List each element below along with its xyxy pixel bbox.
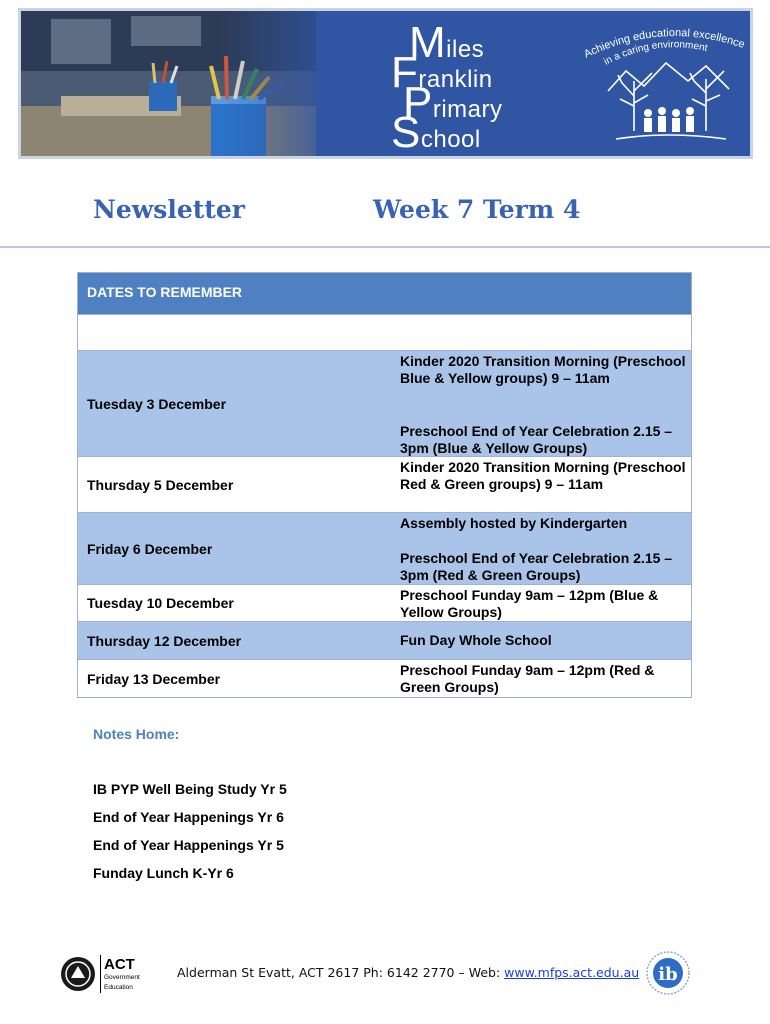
notes-home-list — [93, 781, 287, 893]
event-cell: Assembly hosted by Kindergarten — [400, 515, 628, 531]
date-cell: Thursday 12 December — [87, 632, 242, 649]
table-row — [78, 513, 691, 585]
date-cell: Thursday 5 December — [87, 476, 234, 493]
svg-text:Education: Education — [104, 984, 133, 991]
table-header: DATES TO REMEMBER — [78, 273, 691, 315]
event-cell: Kinder 2020 Transition Morning (Preschool Blue & Yellow groups) 9 – 11am — [400, 353, 686, 386]
ib-world-school-logo — [641, 950, 696, 996]
date-cell: Friday 13 December — [87, 670, 221, 687]
table-row — [78, 660, 691, 697]
act-logo-text: ACT — [104, 956, 135, 973]
list-item: End of Year Happenings Yr 5 — [93, 837, 284, 853]
trees-children-emblem — [606, 51, 731, 146]
ib-logo-text: ib — [658, 964, 678, 985]
event-cell: Preschool End of Year Celebration 2.15 – 3pm (Blue & Yellow Groups) — [400, 423, 673, 456]
list-item: IB PYP Well Being Study Yr 5 — [93, 781, 287, 797]
event-cell: Preschool Funday 9am – 12pm (Red & Green Groups) — [400, 662, 655, 695]
table-row — [78, 622, 691, 660]
school-name-logo: Miles Franklin Primary School — [391, 18, 503, 157]
dates-to-remember-table — [77, 272, 692, 698]
page-title: Newsletter — [93, 195, 245, 224]
footer-contact — [177, 965, 639, 980]
motto-line-2: in a caring environment — [602, 39, 709, 68]
footer-address: Alderman St Evatt, ACT 2617 Ph: 6142 2770 – Web: — [177, 965, 505, 980]
website-link[interactable]: www.mfps.act.edu.au — [504, 965, 640, 980]
week-term-label: Week 7 Term 4 — [373, 195, 581, 224]
list-item: End of Year Happenings Yr 6 — [93, 809, 284, 825]
event-cell: Preschool Funday 9am – 12pm (Blue & Yellow Groups) — [400, 587, 659, 620]
event-cell: Kinder 2020 Transition Morning (Preschool Red & Green groups) 9 – 11am — [400, 459, 686, 492]
motto-line-1: Achieving educational excellence — [582, 27, 747, 61]
table-blank-row — [78, 315, 691, 351]
table-row — [78, 457, 691, 513]
date-cell: Tuesday 3 December — [87, 395, 227, 412]
table-row — [78, 351, 691, 457]
event-cell: Fun Day Whole School — [400, 632, 552, 648]
date-cell: Friday 6 December — [87, 540, 213, 557]
date-cell: Tuesday 10 December — [87, 595, 234, 611]
newsletter-heading — [0, 195, 770, 245]
event-cell: Preschool End of Year Celebration 2.15 – 3pm (Red & Green Groups) — [400, 550, 673, 583]
svg-text:Government: Government — [104, 974, 140, 981]
notes-home-heading: Notes Home: — [93, 726, 180, 742]
school-banner — [18, 8, 753, 159]
list-item: Funday Lunch K-Yr 6 — [93, 865, 234, 881]
table-row — [78, 585, 691, 622]
heading-divider — [0, 246, 770, 248]
act-government-logo — [60, 952, 140, 996]
